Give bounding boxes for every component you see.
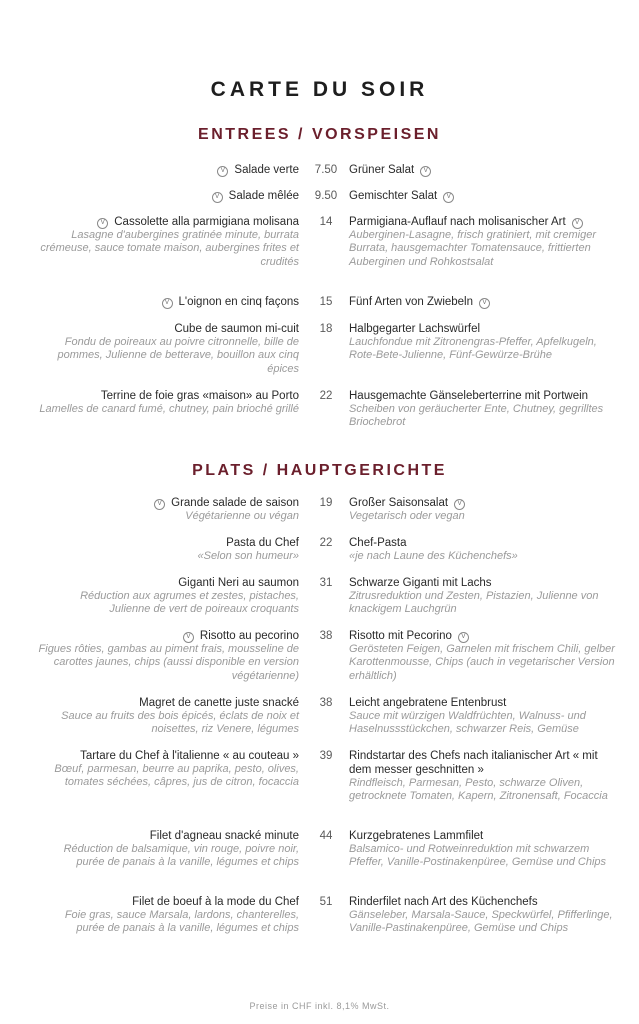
item-desc-fr: «Selon son humeur»	[197, 550, 299, 562]
item-name-fr: Salade verte	[234, 164, 299, 176]
item-name-de: Großer Saisonsalat	[349, 497, 449, 509]
item-price: 9.50	[314, 190, 338, 202]
vegetarian-icon: V	[443, 192, 454, 203]
item-desc-de: Sauce mit würzigen Waldfrüchten, Walnuss- und Haselnussstückchen, schwarzer Reis, Gemüse	[349, 710, 586, 736]
item-name-fr: Cube de saumon mi-cuit	[174, 323, 299, 335]
vegetarian-icon: V	[162, 298, 173, 309]
item-desc-de: Auberginen-Lasagne, frisch gratiniert, mit cremiger Burrata, hausgemachter Tomatensauce, frittierten Auberginen und Rohkostsalat	[349, 229, 597, 268]
item-price: 19	[319, 497, 333, 509]
item-desc-fr: Végétarienne ou végan	[185, 510, 299, 522]
item-name-de: Risotto mit Pecorino	[349, 630, 452, 642]
item-price: 44	[319, 830, 333, 842]
vegetarian-icon: V	[97, 218, 108, 229]
item-name-fr: Risotto au pecorino	[199, 630, 299, 642]
item-name-fr: Filet d'agneau snacké minute	[149, 830, 299, 842]
item-name-de: Chef-Pasta	[349, 537, 407, 549]
section-heading-entrees: ENTREES / VORSPEISEN	[198, 126, 441, 143]
item-desc-de: Vegetarisch oder vegan	[349, 510, 465, 522]
item-name-fr: Salade mêlée	[228, 190, 299, 202]
item-name-fr: Giganti Neri au saumon	[178, 577, 299, 589]
item-desc-fr: Lasagne d'aubergines gratinée minute, burrata crémeuse, sauce tomate maison, aubergines frites et crudités	[40, 229, 299, 268]
item-price: 31	[319, 577, 333, 589]
item-name-fr: Tartare du Chef à l'italienne « au couteau »	[80, 750, 299, 762]
item-price: 39	[319, 750, 333, 762]
vegetarian-icon: V	[183, 632, 194, 643]
item-name-fr: Grande salade de saison	[171, 497, 299, 509]
menu-title: CARTE DU SOIR	[210, 78, 429, 101]
section-heading-plats: PLATS / HAUPTGERICHTE	[192, 462, 447, 479]
vegetarian-icon: V	[572, 218, 583, 229]
vegetarian-icon: V	[454, 499, 465, 510]
item-price: 38	[319, 697, 333, 709]
item-name-de: Grüner Salat	[349, 164, 415, 176]
item-name-de: Gemischter Salat	[349, 190, 438, 202]
item-desc-de: Gänseleber, Marsala-Sauce, Speckwürfel, Pfifferlinge, Vanille-Pastinakenpüree, Gemüse und Chips	[349, 909, 613, 935]
item-name-fr: Filet de boeuf à la mode du Chef	[132, 896, 299, 908]
item-name-fr: L'oignon en cinq façons	[178, 296, 299, 308]
price-footnote: Preise in CHF inkl. 8,1% MwSt.	[249, 1001, 390, 1011]
item-desc-fr: Fondu de poireaux au poivre citronnelle, bille de pommes, Julienne de betterave, bouillon aux cinq épices	[57, 336, 299, 375]
item-desc-fr: Réduction aux agrumes et zestes, pistaches, Julienne de vert de poireaux croquants	[80, 590, 299, 616]
item-name-de: Kurzgebratenes Lammfilet	[349, 830, 484, 842]
item-price: 18	[319, 323, 333, 335]
item-name-de: Parmigiana-Auflauf nach molisanischer Art	[349, 216, 566, 228]
item-name-fr: Cassolette alla parmigiana molisana	[114, 216, 299, 228]
item-name-de: Hausgemachte Gänseleberterrine mit Portwein	[349, 390, 589, 402]
item-name-de: Schwarze Giganti mit Lachs	[349, 577, 492, 589]
item-desc-fr: Lamelles de canard fumé, chutney, pain brioché grillé	[39, 403, 299, 415]
item-desc-de: Zitrusreduktion und Zesten, Pistazien, Julienne von knackigem Lauchgrün	[349, 590, 599, 616]
item-desc-fr: Réduction de balsamique, vin rouge, poivre noir, purée de panais à la vanille, légumes et chips	[63, 843, 299, 869]
vegetarian-icon: V	[420, 166, 431, 177]
item-price: 51	[319, 896, 333, 908]
item-price: 38	[319, 630, 333, 642]
item-name-fr: Terrine de foie gras «maison» au Porto	[100, 390, 299, 402]
item-price: 15	[319, 296, 333, 308]
item-price: 14	[319, 216, 333, 228]
item-desc-de: Gerösteten Feigen, Garnelen mit frischem Chili, gelber Karottenmousse, Chips (auch in vegetarischer Version erhältlich)	[349, 643, 615, 682]
item-name-de: Halbgegarter Lachswürfel	[349, 323, 481, 335]
vegetarian-icon: V	[458, 632, 469, 643]
item-name-fr: Pasta du Chef	[226, 537, 299, 549]
item-desc-de: Rindfleisch, Parmesan, Pesto, schwarze Oliven, getrocknete Tomaten, Kapern, Zitronensaft, Focaccia	[349, 777, 608, 803]
item-name-de: Rinderfilet nach Art des Küchenchefs	[349, 896, 538, 908]
item-desc-de: «je nach Laune des Küchenchefs»	[349, 550, 518, 562]
item-desc-de: Balsamico- und Rotweinreduktion mit schwarzem Pfeffer, Vanille-Postinakenpüree, Gemüse und Chips	[349, 843, 607, 869]
vegetarian-icon: V	[217, 166, 228, 177]
item-price: 22	[319, 390, 333, 402]
item-desc-fr: Foie gras, sauce Marsala, lardons, chanterelles, purée de panais à la vanille, légumes et chips	[64, 909, 299, 935]
item-price: 22	[319, 537, 333, 549]
vegetarian-icon: V	[479, 298, 490, 309]
item-desc-fr: Figues rôties, gambas au piment frais, mousseline de carottes jaunes, chips (aussi disponible en version végétarienne)	[38, 643, 299, 682]
item-name-de: Leicht angebratene Entenbrust	[349, 697, 507, 709]
item-name-fr: Magret de canette juste snacké	[139, 697, 299, 709]
vegetarian-icon: V	[212, 192, 223, 203]
item-name-de: Rindstartar des Chefs nach italianischer Art « mit dem messer geschnitten »	[349, 750, 598, 776]
item-desc-fr: Bœuf, parmesan, beurre au paprika, pesto, olives, tomates séchées, câpres, jus de citron, focaccia	[54, 763, 299, 789]
vegetarian-icon: V	[154, 499, 165, 510]
item-desc-de: Scheiben von geräucherter Ente, Chutney, gegrilltes Briochebrot	[349, 403, 604, 429]
item-price: 7.50	[314, 164, 338, 176]
item-desc-de: Lauchfondue mit Zitronengras-Pfeffer, Apfelkugeln, Rote-Bete-Julienne, Fünf-Gewürze-Brühe	[349, 336, 597, 362]
item-name-de: Fünf Arten von Zwiebeln	[349, 296, 474, 308]
item-desc-fr: Sauce au fruits des bois épicés, éclats de noix et noisettes, riz Venere, légumes	[61, 710, 299, 736]
